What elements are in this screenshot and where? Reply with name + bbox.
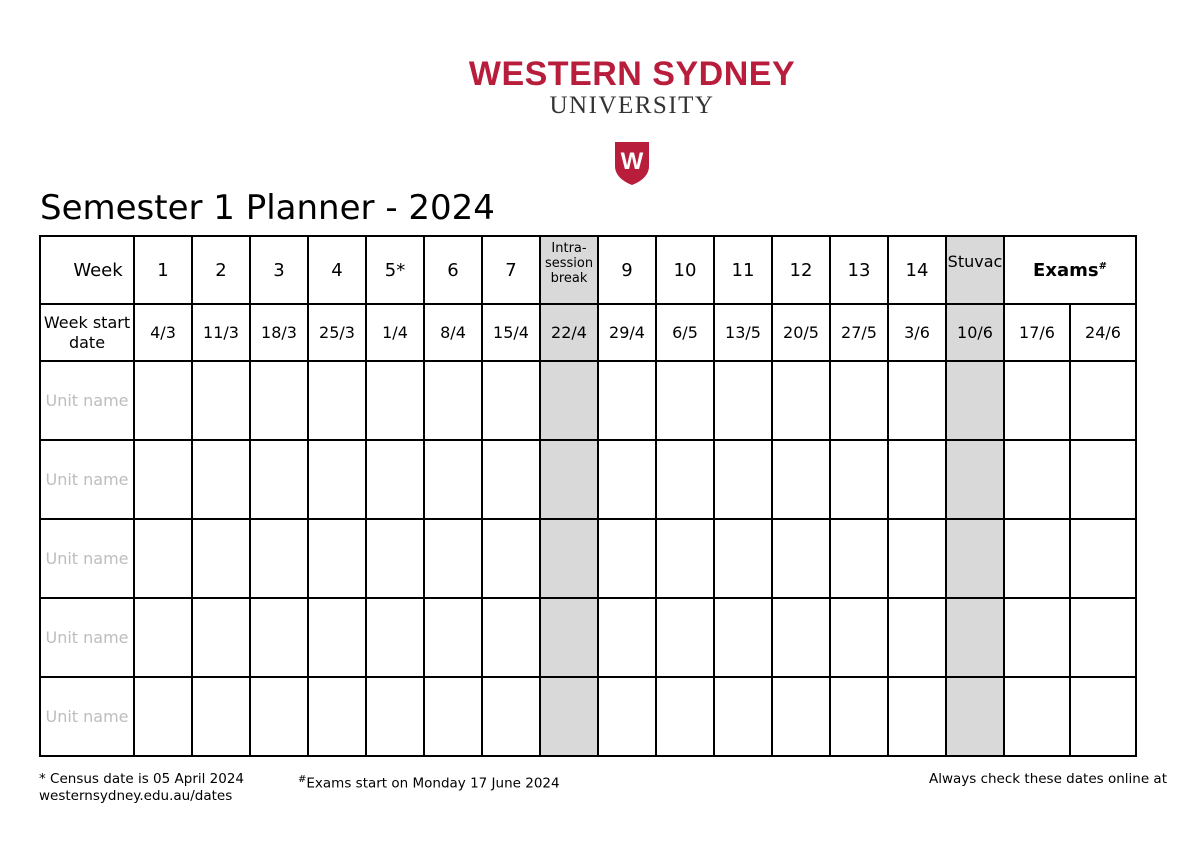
planner-cell[interactable] [192,598,250,677]
date-cell: 17/6 [1004,304,1070,361]
week-header-cell: 11 [714,236,772,304]
stuvac-header [946,236,1004,304]
planner-cell[interactable] [192,440,250,519]
planner-cell[interactable] [134,519,192,598]
planner-cell[interactable] [482,677,540,756]
date-cell: 29/4 [598,304,656,361]
planner-cell[interactable] [714,361,772,440]
planner-cell[interactable] [1004,361,1070,440]
planner-cell[interactable] [656,361,714,440]
planner-cell[interactable] [598,677,656,756]
unit-row [40,440,1136,519]
planner-cell[interactable] [598,519,656,598]
planner-cell[interactable] [598,598,656,677]
planner-cell[interactable] [366,598,424,677]
planner-cell[interactable] [1004,519,1070,598]
planner-cell[interactable] [1004,598,1070,677]
footnote-census-block [39,771,244,805]
planner-cell[interactable] [830,519,888,598]
planner-cell[interactable] [772,598,830,677]
planner-cell[interactable] [772,519,830,598]
planner-cell[interactable] [366,440,424,519]
date-cell: 27/5 [830,304,888,361]
planner-cell[interactable] [946,440,1004,519]
planner-cell[interactable] [366,677,424,756]
intra-session-break-header [540,236,598,304]
planner-cell[interactable] [192,519,250,598]
footnote-exams-text: Exams start on Monday 17 June 2024 [306,775,560,792]
planner-cell[interactable] [250,361,308,440]
date-cell: 1/4 [366,304,424,361]
planner-cell[interactable] [540,519,598,598]
week-header-cell: 10 [656,236,714,304]
planner-cell[interactable] [598,361,656,440]
week-header-cell: 1 [134,236,192,304]
date-cell: 18/3 [250,304,308,361]
date-cell: 24/6 [1070,304,1136,361]
planner-cell[interactable] [482,519,540,598]
planner-cell[interactable] [540,361,598,440]
week-start-date-row [40,304,1136,361]
week-header-label: Week [40,236,134,304]
planner-cell[interactable] [134,677,192,756]
planner-cell[interactable] [192,677,250,756]
planner-cell[interactable] [656,677,714,756]
unit-row [40,677,1136,756]
week-header-cell: 9 [598,236,656,304]
planner-cell[interactable] [888,361,946,440]
unit-name-field[interactable]: Unit name [40,440,134,519]
shield-letter: W [620,148,644,175]
planner-cell[interactable] [946,677,1004,756]
planner-cell[interactable] [424,361,482,440]
university-logo [0,56,1200,120]
week-header-row [40,236,1136,304]
planner-cell[interactable] [1004,677,1070,756]
week-header-cell: 3 [250,236,308,304]
planner-cell[interactable] [1070,440,1136,519]
planner-cell[interactable] [540,598,598,677]
planner-cell[interactable] [656,598,714,677]
planner-cell[interactable] [830,361,888,440]
shield-icon [612,140,652,186]
week-header-cell: 14 [888,236,946,304]
date-cell: 13/5 [714,304,772,361]
planner-cell[interactable] [424,519,482,598]
footnote-url[interactable]: westernsydney.edu.au/dates [39,788,233,804]
planner-cell[interactable] [366,519,424,598]
unit-row [40,598,1136,677]
planner-cell[interactable] [134,361,192,440]
planner-cell[interactable] [424,440,482,519]
date-cell: 4/3 [134,304,192,361]
planner-cell[interactable] [656,519,714,598]
date-cell: 3/6 [888,304,946,361]
exams-mark: # [1098,260,1107,272]
planner-cell[interactable] [134,598,192,677]
planner-cell[interactable] [888,519,946,598]
planner-cell[interactable] [714,519,772,598]
planner-cell[interactable] [1070,598,1136,677]
planner-cell[interactable] [1004,440,1070,519]
exams-label: Exams [1033,259,1099,281]
planner-cell[interactable] [192,361,250,440]
planner-cell[interactable] [250,440,308,519]
planner-cell[interactable] [888,440,946,519]
unit-name-field[interactable]: Unit name [40,519,134,598]
page-title: Semester 1 Planner - 2024 [40,188,495,228]
planner-cell[interactable] [134,440,192,519]
footnote-census: * Census date is 05 April 2024 [39,771,245,787]
planner-cell[interactable] [656,440,714,519]
planner-cell[interactable] [250,519,308,598]
date-cell: 15/4 [482,304,540,361]
planner-cell[interactable] [772,361,830,440]
date-cell: 20/5 [772,304,830,361]
planner-cell[interactable] [308,598,366,677]
week-header-cell: 12 [772,236,830,304]
unit-row [40,519,1136,598]
planner-cell[interactable] [250,677,308,756]
planner-cell[interactable] [714,440,772,519]
planner-cell[interactable] [1070,519,1136,598]
planner-cell[interactable] [598,440,656,519]
week-header-cell: 5* [366,236,424,304]
planner-cell[interactable] [424,598,482,677]
unit-name-field[interactable]: Unit name [40,598,134,677]
planner-cell[interactable] [1070,361,1136,440]
planner-cell[interactable] [830,440,888,519]
week-start-date-header [40,304,134,361]
week-start-date-label: Week start date [43,313,131,352]
unit-name-field[interactable]: Unit name [40,361,134,440]
planner-cell[interactable] [888,677,946,756]
date-cell: 10/6 [946,304,1004,361]
week-header-cell: 6 [424,236,482,304]
planner-cell[interactable] [714,598,772,677]
date-cell: 6/5 [656,304,714,361]
date-cell: 11/3 [192,304,250,361]
exams-header [1004,236,1136,304]
planner-cell[interactable] [308,519,366,598]
planner-cell[interactable] [308,677,366,756]
date-cell: 22/4 [540,304,598,361]
planner-cell[interactable] [482,598,540,677]
footnote-check-online: Always check these dates online at [928,771,1167,787]
planner-cell[interactable] [308,440,366,519]
planner-cell[interactable] [424,677,482,756]
week-header-cell: 7 [482,236,540,304]
planner-cell[interactable] [772,440,830,519]
planner-cell[interactable] [366,361,424,440]
week-header-cell: 4 [308,236,366,304]
footnote-exams-mark: # [298,774,307,785]
stuvac-label: Stuvac [947,252,1003,271]
planner-cell[interactable] [946,519,1004,598]
semester-planner-table [39,235,1137,757]
planner-cell[interactable] [830,677,888,756]
date-cell: 8/4 [424,304,482,361]
planner-cell[interactable] [714,677,772,756]
planner-cell[interactable] [772,677,830,756]
intra-session-break-label: Intra-session break [544,241,594,286]
unit-row [40,361,1136,440]
planner-cell[interactable] [1070,677,1136,756]
planner-cell[interactable] [946,598,1004,677]
logo-wordmark: WESTERN SYDNEY [468,55,796,93]
unit-name-field[interactable]: Unit name [40,677,134,756]
planner-cell[interactable] [250,598,308,677]
footnote-exams [298,771,560,793]
date-cell: 25/3 [308,304,366,361]
week-header-cell: 13 [830,236,888,304]
week-header-cell: 2 [192,236,250,304]
planner-cell[interactable] [540,677,598,756]
planner-cell[interactable] [946,361,1004,440]
planner-cell[interactable] [888,598,946,677]
planner-cell[interactable] [482,361,540,440]
planner-cell[interactable] [482,440,540,519]
logo-subtitle: UNIVERSITY [549,92,715,119]
planner-cell[interactable] [540,440,598,519]
planner-cell[interactable] [308,361,366,440]
planner-cell[interactable] [830,598,888,677]
